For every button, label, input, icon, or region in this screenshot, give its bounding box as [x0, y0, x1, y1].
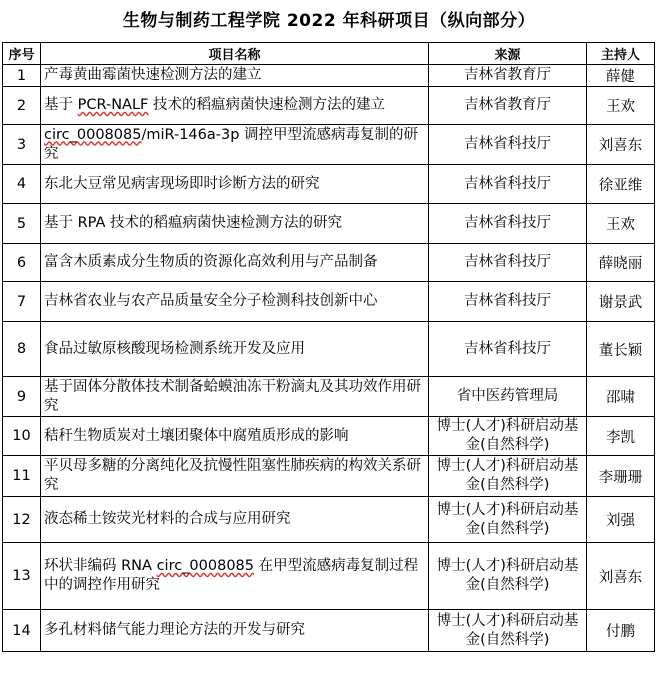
table-row [3, 125, 655, 165]
project-name-text: 液态稀土铵荧光材料的合成与应用研究 [44, 511, 291, 527]
project-host: 李珊珊 [587, 456, 655, 497]
project-host: 李凯 [587, 417, 655, 456]
row-index: 13 [3, 543, 41, 610]
table-row [3, 322, 655, 377]
projects-table [2, 42, 655, 652]
project-source: 吉林省科技厅 [429, 204, 587, 244]
header-row [3, 43, 655, 65]
project-name-text: 平贝母多糖的分离纯化及抗慢性阻塞性肺疾病的构效关系研究 [44, 458, 421, 493]
table-row [3, 610, 655, 652]
table-row [3, 543, 655, 610]
page-title: 生物与制药工程学院 2022 年科研项目（纵向部分） [122, 11, 536, 31]
table-row [3, 456, 655, 497]
row-index: 7 [3, 282, 41, 322]
project-host: 薛健 [587, 65, 655, 87]
project-source: 博士(人才)科研启动基金(自然科学) [429, 497, 587, 543]
project-name-text: 秸秆生物质炭对土壤团聚体中腐殖质形成的影响 [44, 427, 349, 444]
project-name-flagged-term: PCR-NALF [77, 97, 149, 113]
project-name-text: 基于 RPA 技术的稻瘟病菌快速检测方法的研究 [44, 215, 343, 231]
table-row [3, 204, 655, 244]
header-project-name: 项目名称 [41, 43, 429, 65]
project-name [41, 322, 429, 377]
table-row [3, 65, 655, 87]
project-name-text: 产毒黄曲霉菌快速检测方法的建立 [44, 67, 262, 83]
table-row [3, 165, 655, 204]
row-index: 8 [3, 322, 41, 377]
project-name [41, 377, 429, 417]
project-name-text: 食品过敏原核酸现场检测系统开发及应用 [44, 340, 305, 357]
project-name [41, 610, 429, 652]
project-host: 刘强 [587, 497, 655, 543]
project-name [41, 456, 429, 497]
row-index: 14 [3, 610, 41, 652]
project-name-text: 基于固体分散体技术制备蛤蟆油冻干粉滴丸及其功效作用研究 [44, 378, 421, 414]
project-name [41, 165, 429, 204]
project-host: 董长颖 [587, 322, 655, 377]
project-host: 付鹏 [587, 610, 655, 652]
project-source: 吉林省教育厅 [429, 65, 587, 87]
project-host: 邵啸 [587, 377, 655, 417]
row-index: 4 [3, 165, 41, 204]
header-index: 序号 [3, 43, 41, 65]
header-source: 来源 [429, 43, 587, 65]
project-name-text: 吉林省农业与农产品质量安全分子检测科技创新中心 [44, 293, 378, 309]
project-name-text: 基于 [44, 97, 78, 113]
project-name [41, 87, 429, 125]
project-source: 博士(人才)科研启动基金(自然科学) [429, 417, 587, 456]
project-name [41, 244, 429, 282]
project-name [41, 543, 429, 610]
row-index: 11 [3, 456, 41, 497]
project-host: 谢景武 [587, 282, 655, 322]
project-source: 吉林省科技厅 [429, 125, 587, 165]
row-index: 12 [3, 497, 41, 543]
table-row [3, 377, 655, 417]
project-name [41, 417, 429, 456]
project-name [41, 204, 429, 244]
project-name-text: 富含木质素成分生物质的资源化高效利用与产品制备 [44, 254, 378, 270]
project-source: 吉林省科技厅 [429, 244, 587, 282]
project-source: 博士(人才)科研启动基金(自然科学) [429, 610, 587, 652]
project-name-flagged-term: circ_0008085 [44, 126, 142, 143]
project-source: 博士(人才)科研启动基金(自然科学) [429, 456, 587, 497]
table-row [3, 282, 655, 322]
project-name-flagged-term: circ_0008085 [156, 558, 255, 574]
project-host: 徐亚维 [587, 165, 655, 204]
row-index: 9 [3, 377, 41, 417]
project-source: 吉林省科技厅 [429, 322, 587, 377]
row-index: 6 [3, 244, 41, 282]
row-index: 2 [3, 87, 41, 125]
table-row [3, 87, 655, 125]
table-row [3, 244, 655, 282]
project-name [41, 65, 429, 87]
project-host: 薛晓丽 [587, 244, 655, 282]
row-index: 10 [3, 417, 41, 456]
project-name-text: 在甲型流感病毒复制过程中的调控作用研究 [44, 558, 419, 593]
project-name-text: 技术的稻瘟病菌快速检测方法的建立 [148, 97, 385, 113]
project-name-text: 环状非编码 RNA [44, 558, 157, 574]
project-name [41, 282, 429, 322]
header-host: 主持人 [587, 43, 655, 65]
project-source: 省中医药管理局 [429, 377, 587, 417]
row-index: 5 [3, 204, 41, 244]
project-name-text: 东北大豆常见病害现场即时诊断方法的研究 [44, 175, 320, 192]
project-host: 刘喜东 [587, 125, 655, 165]
project-host: 刘喜东 [587, 543, 655, 610]
project-host: 王欢 [587, 204, 655, 244]
project-name [41, 497, 429, 543]
row-index: 1 [3, 65, 41, 87]
project-source: 吉林省教育厅 [429, 87, 587, 125]
project-source: 吉林省科技厅 [429, 282, 587, 322]
project-host: 王欢 [587, 87, 655, 125]
table-row [3, 417, 655, 456]
project-name [41, 125, 429, 165]
table-row [3, 497, 655, 543]
project-source: 吉林省科技厅 [429, 165, 587, 204]
project-name-text: 多孔材料储气能力理论方法的开发与研究 [44, 622, 305, 638]
project-name-text: /miR-146a-3p 调控甲型流感病毒复制的研究 [44, 126, 419, 162]
project-source: 博士(人才)科研启动基金(自然科学) [429, 543, 587, 610]
row-index: 3 [3, 125, 41, 165]
